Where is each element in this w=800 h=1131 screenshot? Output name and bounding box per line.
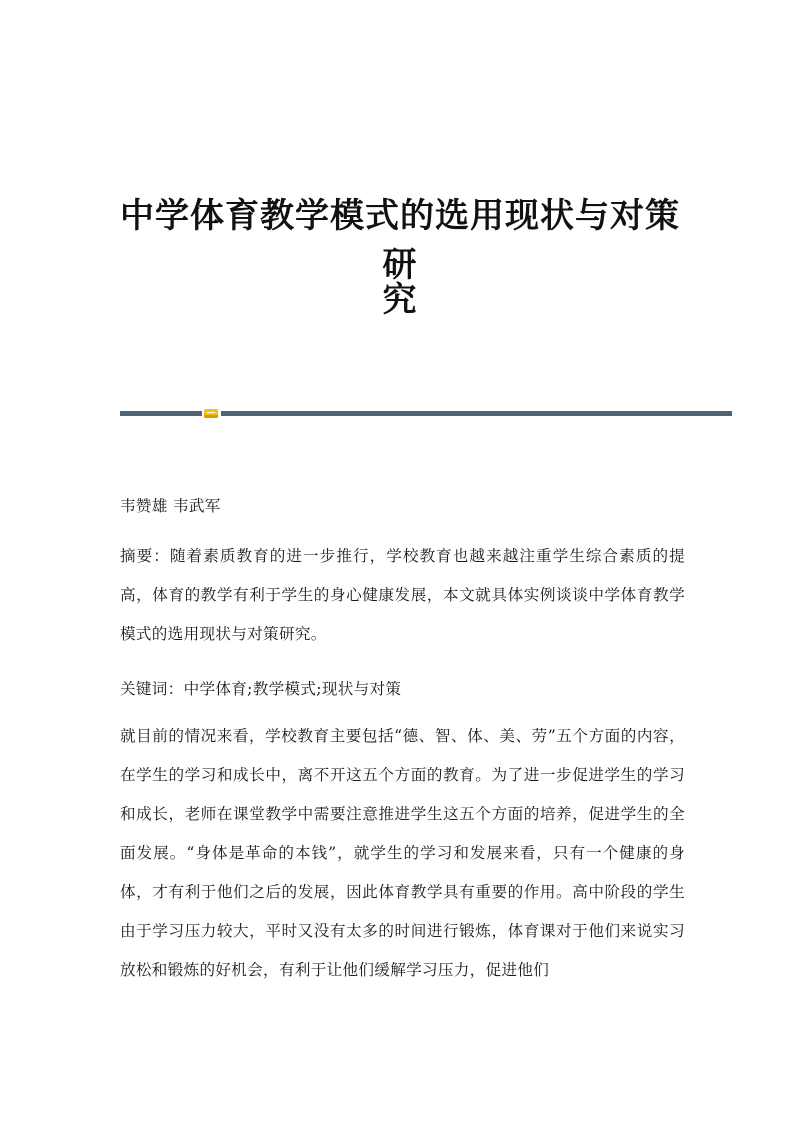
divider-bar-left xyxy=(120,411,202,416)
body-paragraph: 就目前的情况来看，学校教育主要包括“德、智、体、美、劳”五个方面的内容，在学生的学习和成长中，离不开这五个方面的教育。为了进一步促进学生的学习和成长，老师在课堂教学中需要注意推进学生这五个方面的培养，促进学生的全面发展。“身体是革命的本钱”，就学生的学习和发展来看，只有一个健康的身体，才有利于他们之后的发展，因此体育教学具有重要的作用。高中阶段的学生由于学习压力较大，平时又没有太多的时间进行锻炼，体育课对于他们来说实习放松和锻炼的好机会，有利于让他们缓解学习压力，促进他们 xyxy=(120,727,685,979)
author-list: 韦赞雄 韦武军 xyxy=(120,497,221,515)
title-divider xyxy=(120,409,732,418)
abstract-paragraph: 摘要：随着素质教育的进一步推行，学校教育也越来越注重学生综合素质的提高，体育的教学有利于学生的身心健康发展，本文就具体实例谈谈中学体育教学模式的选用现状与对策研究。 xyxy=(120,547,685,643)
document-emblem-icon xyxy=(204,409,218,418)
keywords-line: 关键词：中学体育;教学模式;现状与对策 xyxy=(120,680,402,698)
paper-title-line-1: 中学体育教学模式的选用现状与对策研 xyxy=(120,196,680,285)
paper-title-line-2: 究 xyxy=(382,280,418,320)
divider-bar-right xyxy=(221,411,732,416)
